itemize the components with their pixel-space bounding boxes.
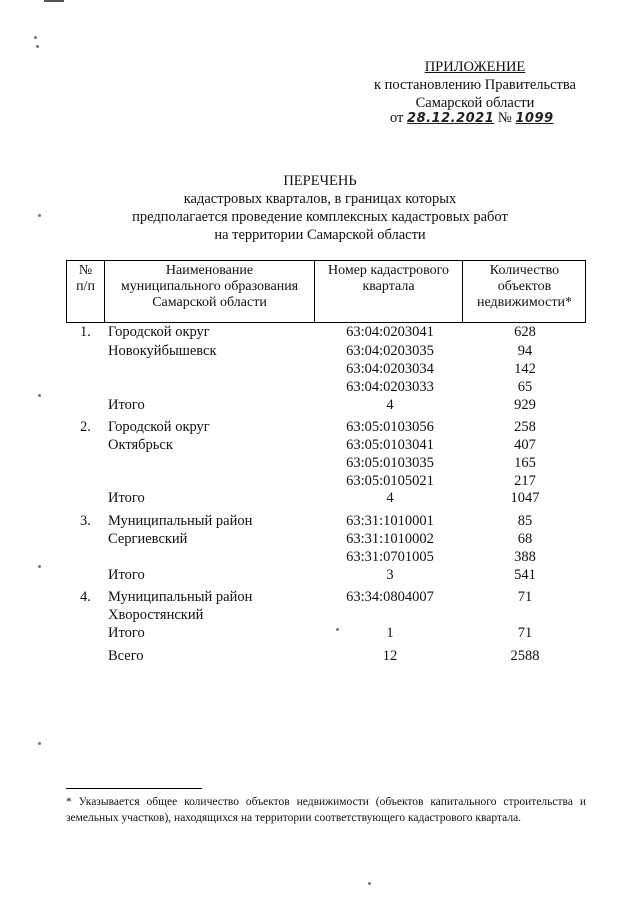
group-1-name-line-1: Городской округ — [108, 324, 210, 340]
group-4-total-code: 1 — [386, 625, 394, 641]
grand-total-code: 12 — [382, 648, 398, 664]
header-num: № п/п — [67, 261, 105, 322]
table-row-code: 63:04:0203033 — [346, 379, 434, 395]
appendix-block — [340, 58, 610, 112]
handwritten-date: 28.12.2021 — [407, 111, 495, 126]
scan-speck — [38, 394, 41, 397]
header-name: Наименование муниципального образования Самарской области — [105, 261, 315, 322]
group-3-name-line-2: Сергиевский — [108, 531, 188, 547]
group-2-total-count: 1047 — [510, 490, 540, 506]
table-row-code: 63:05:0103041 — [346, 437, 434, 453]
scan-speck — [336, 628, 339, 631]
table-row-code: 63:04:0203034 — [346, 361, 434, 377]
table-row-count: 71 — [517, 589, 533, 605]
scan-speck — [34, 36, 37, 39]
group-3-total-code: 3 — [386, 567, 394, 583]
group-1-number: 1. — [80, 324, 91, 340]
group-1-total-code: 4 — [386, 397, 394, 413]
table-row-count: 165 — [514, 455, 536, 471]
title-line-3: на территории Самарской области — [214, 227, 426, 243]
table-row-code: 63:05:0105021 — [346, 473, 434, 489]
grand-total-count: 2588 — [510, 648, 540, 664]
header-count: Количество объектов недвижимости* — [477, 263, 572, 310]
handwritten-number: 1099 — [515, 111, 554, 126]
group-2-total-label: Итого — [108, 490, 145, 506]
appendix-heading: ПРИЛОЖЕНИЕ — [424, 59, 526, 75]
title-line-1: кадастровых кварталов, в границах которых — [183, 191, 457, 207]
title-heading: ПЕРЕЧЕНЬ — [283, 173, 357, 189]
scan-speck — [36, 45, 39, 48]
number-sign: № — [497, 110, 512, 126]
group-4-total-count: 71 — [517, 625, 533, 641]
group-4-total-label: Итого — [108, 625, 145, 641]
group-4-name-line-1: Муниципальный район — [108, 589, 253, 605]
group-1-name-line-2: Новокуйбышевск — [108, 343, 217, 359]
table-row-count: 258 — [514, 419, 536, 435]
group-3-total-label: Итого — [108, 567, 145, 583]
table-row-code: 63:05:0103056 — [346, 419, 434, 435]
table-row-code: 63:05:0103035 — [346, 455, 434, 471]
group-3-name-line-1: Муниципальный район — [108, 513, 253, 529]
group-4-number: 4. — [80, 589, 91, 605]
appendix-line-2: Самарской области — [415, 95, 535, 111]
table-row-count: 85 — [517, 513, 533, 529]
table-row-code: 63:31:1010001 — [346, 513, 434, 529]
group-3-total-count: 541 — [514, 567, 536, 583]
footnote-text: * Указывается общее количество объектов недвижимости (объектов капитального строительства и земельных участков), находящихся на территории соответствующего кадастрового квартала. — [66, 796, 586, 824]
table-row-count: 217 — [514, 473, 536, 489]
table-row-count: 94 — [517, 343, 533, 359]
group-2-name-line-2: Октябрьск — [108, 437, 173, 453]
table-row-code: 63:04:0203041 — [346, 324, 434, 340]
group-4-name-line-2: Хворостянский — [108, 607, 204, 623]
group-2-name-line-1: Городской округ — [108, 419, 210, 435]
appendix-dateline — [390, 110, 554, 127]
table-row-count: 65 — [517, 379, 533, 395]
scan-speck — [38, 742, 41, 745]
table-row-code: 63:31:0701005 — [346, 549, 434, 565]
table-row-code: 63:34:0804007 — [346, 589, 434, 605]
table-row-code: 63:31:1010002 — [346, 531, 434, 547]
table-row-count: 68 — [517, 531, 533, 547]
table-row-code: 63:04:0203035 — [346, 343, 434, 359]
table-row-count: 407 — [514, 437, 536, 453]
group-1-total-label: Итого — [108, 397, 145, 413]
table-row-count: 388 — [514, 549, 536, 565]
group-2-total-code: 4 — [386, 490, 394, 506]
document-title — [80, 172, 560, 244]
group-2-number: 2. — [80, 419, 91, 435]
scan-speck — [38, 565, 41, 568]
scan-edge-mark — [44, 0, 64, 2]
appendix-line-1: к постановлению Правительства — [374, 77, 576, 93]
group-3-number: 3. — [80, 513, 91, 529]
group-1-total-count: 929 — [514, 397, 536, 413]
scan-speck — [38, 214, 41, 217]
table-row-count: 142 — [514, 361, 536, 377]
table-header — [66, 260, 586, 323]
date-prefix: от — [390, 110, 404, 126]
scan-speck — [368, 882, 371, 885]
table-row-count: 628 — [514, 324, 536, 340]
title-line-2: предполагается проведение комплексных кадастровых работ — [132, 209, 508, 225]
header-code: Номер кадастрового квартала — [315, 261, 463, 322]
cadastral-table — [66, 260, 586, 664]
footnote-separator — [66, 788, 202, 789]
grand-total-label: Всего — [108, 648, 144, 664]
